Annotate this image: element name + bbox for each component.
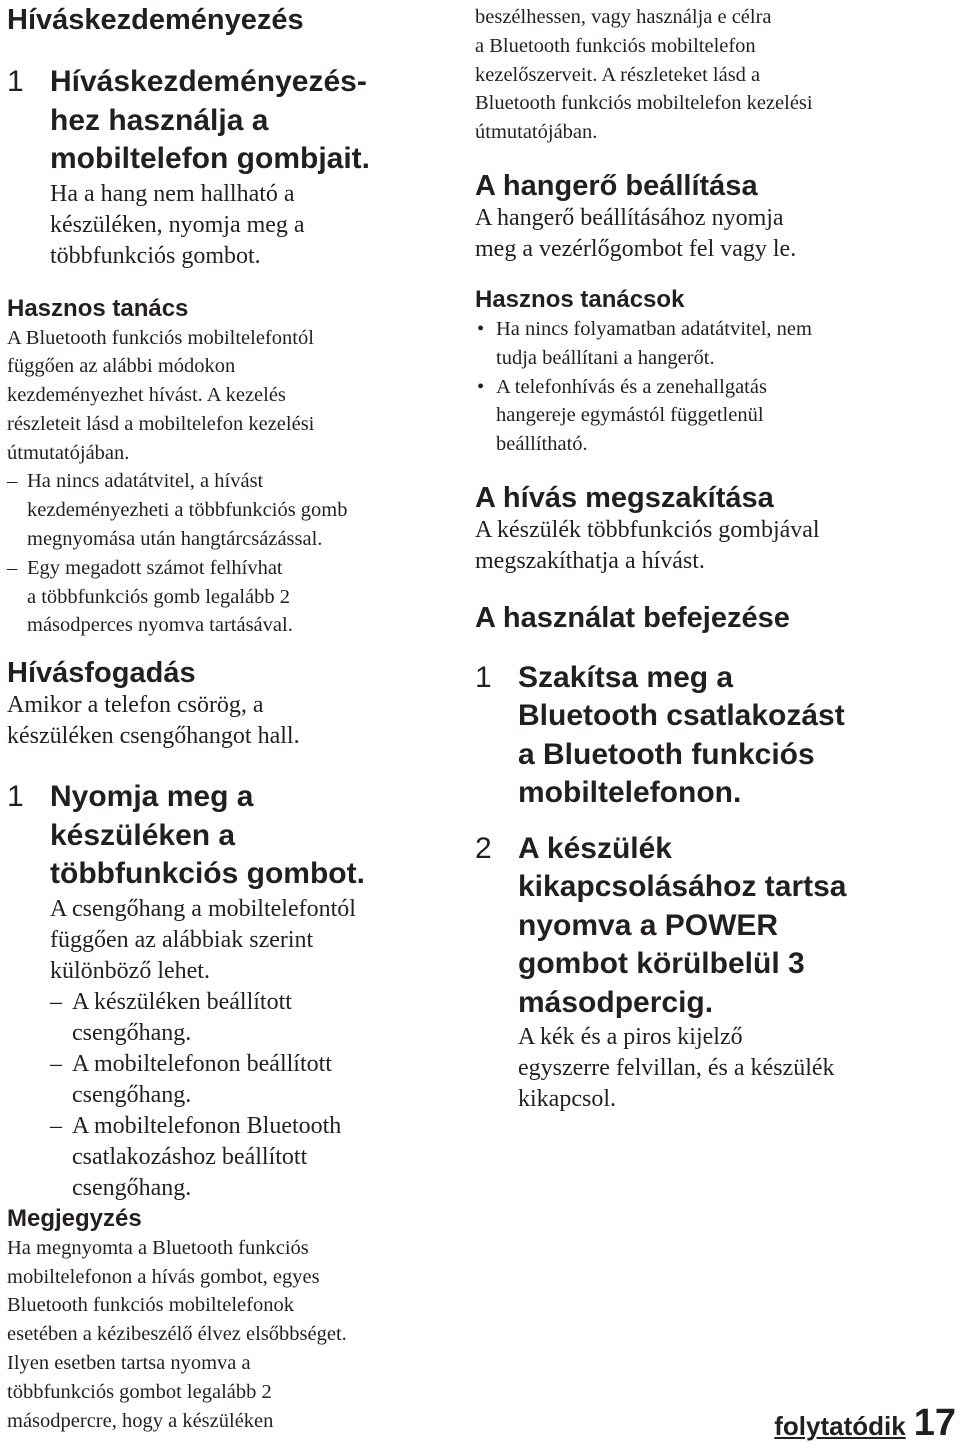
step-body: Ha a hang nem hallható a készüléken, nyomja meg a többfunkciós gombot.	[50, 180, 305, 269]
tip-title: Hasznos tanács	[7, 294, 189, 322]
tips-list-item: • A telefonhívás és a zenehallgatás hangereje egymástól függetlenül beállítható.	[477, 375, 767, 456]
note-title: Megjegyzés	[7, 1204, 142, 1232]
step-number: 1	[7, 780, 24, 814]
step-heading: Híváskezdeményezés- hez használja a mobiltelefon gombjait.	[50, 65, 370, 175]
section-end-call	[475, 481, 945, 577]
section-title-finish: A használat befejezése	[475, 601, 790, 634]
step-heading: Szakítsa meg a Bluetooth csatlakozást a Bluetooth funkciós mobiltelefonon.	[518, 660, 845, 810]
section-body: Amikor a telefon csörög, a készüléken csengőhangot hall.	[7, 692, 300, 750]
step-number: 1	[7, 65, 24, 98]
step-heading: A készülék kikapcsolásához tartsa nyomva a POWER gombot körülbelül 3 másodpercig.	[518, 831, 847, 1019]
note-body: Ha megnyomta a Bluetooth funkciós mobiltelefonon a hívás gombot, egyes Bluetooth funkciós mobiltelefonok esetében a kézibeszélő élvez elsőbbséget. Ilyen esetben tartsa nyomva a többfunkciós gombot legalább 2 másodpercre, hogy a készüléken	[7, 1236, 347, 1432]
step-disconnect	[475, 659, 945, 813]
section-body: A hangerő beállításához nyomja meg a vezérlőgombot fel vagy le.	[475, 204, 797, 262]
step-power-off	[475, 830, 945, 1116]
ringtone-list-item: – A mobiltelefonon beállított csengőhang.	[50, 1050, 332, 1108]
section-title-call-initiation: Híváskezdeményezés	[7, 4, 304, 36]
tip-body: A Bluetooth funkciós mobiltelefontól függően az alábbi módokon kezdeményezhet hívást. A kezelés részleteit lásd a mobiltelefon kezelési útmutatójában.	[7, 326, 315, 464]
page-footer	[774, 1402, 956, 1445]
tip-block	[7, 294, 447, 641]
ringtone-list-item: – A mobiltelefonon Bluetooth csatlakozáshoz beállított csengőhang.	[50, 1112, 342, 1201]
page-number: 17	[913, 1402, 956, 1444]
tip-list-item: – Egy megadott számot felhívhat a többfunkciós gomb legalább 2 másodperces nyomva tartásával.	[7, 556, 293, 637]
step-number: 2	[475, 831, 492, 865]
continued-note-body: beszélhessen, vagy használja e célra a Bluetooth funkciós mobiltelefon kezelőszerveit. A részleteket lásd a Bluetooth funkciós mobiltelefon kezelési útmutatójában.	[475, 6, 813, 144]
section-volume	[475, 169, 945, 265]
step-body: A kék és a piros kijelző egyszerre felvillan, és a készülék kikapcsol.	[518, 1024, 835, 1113]
tips-block	[475, 285, 945, 459]
section-body: A készülék többfunkciós gombjával megszakíthatja a hívást.	[475, 516, 820, 574]
section-title-volume: A hangerő beállítása	[475, 169, 758, 202]
tips-list-item: • Ha nincs folyamatban adatátvitel, nem tudja beállítani a hangerőt.	[477, 317, 812, 369]
step-answer-call	[7, 778, 447, 1204]
section-title-call-receiving: Hívásfogadás	[7, 657, 196, 690]
right-column	[475, 0, 945, 1115]
section-call-receiving	[7, 656, 447, 752]
section-title-end-call: A hívás megszakítása	[475, 481, 774, 514]
step-call-initiation	[7, 63, 447, 272]
continued-label: folytatódik	[774, 1411, 906, 1441]
step-body: A csengőhang a mobiltelefontól függően az alábbiak szerint különböző lehet.	[50, 895, 356, 984]
step-number: 1	[475, 660, 492, 694]
left-column	[7, 0, 447, 1435]
tip-list-item: – Ha nincs adatátvitel, a hívást kezdeményezheti a többfunkciós gomb megnyomása után hangtárcsázással.	[7, 470, 348, 551]
tips-title: Hasznos tanácsok	[475, 285, 685, 313]
step-heading: Nyomja meg a készüléken a többfunkciós gombot.	[50, 780, 365, 891]
ringtone-list-item: – A készüléken beállított csengőhang.	[50, 988, 292, 1046]
note-block	[7, 1204, 447, 1436]
